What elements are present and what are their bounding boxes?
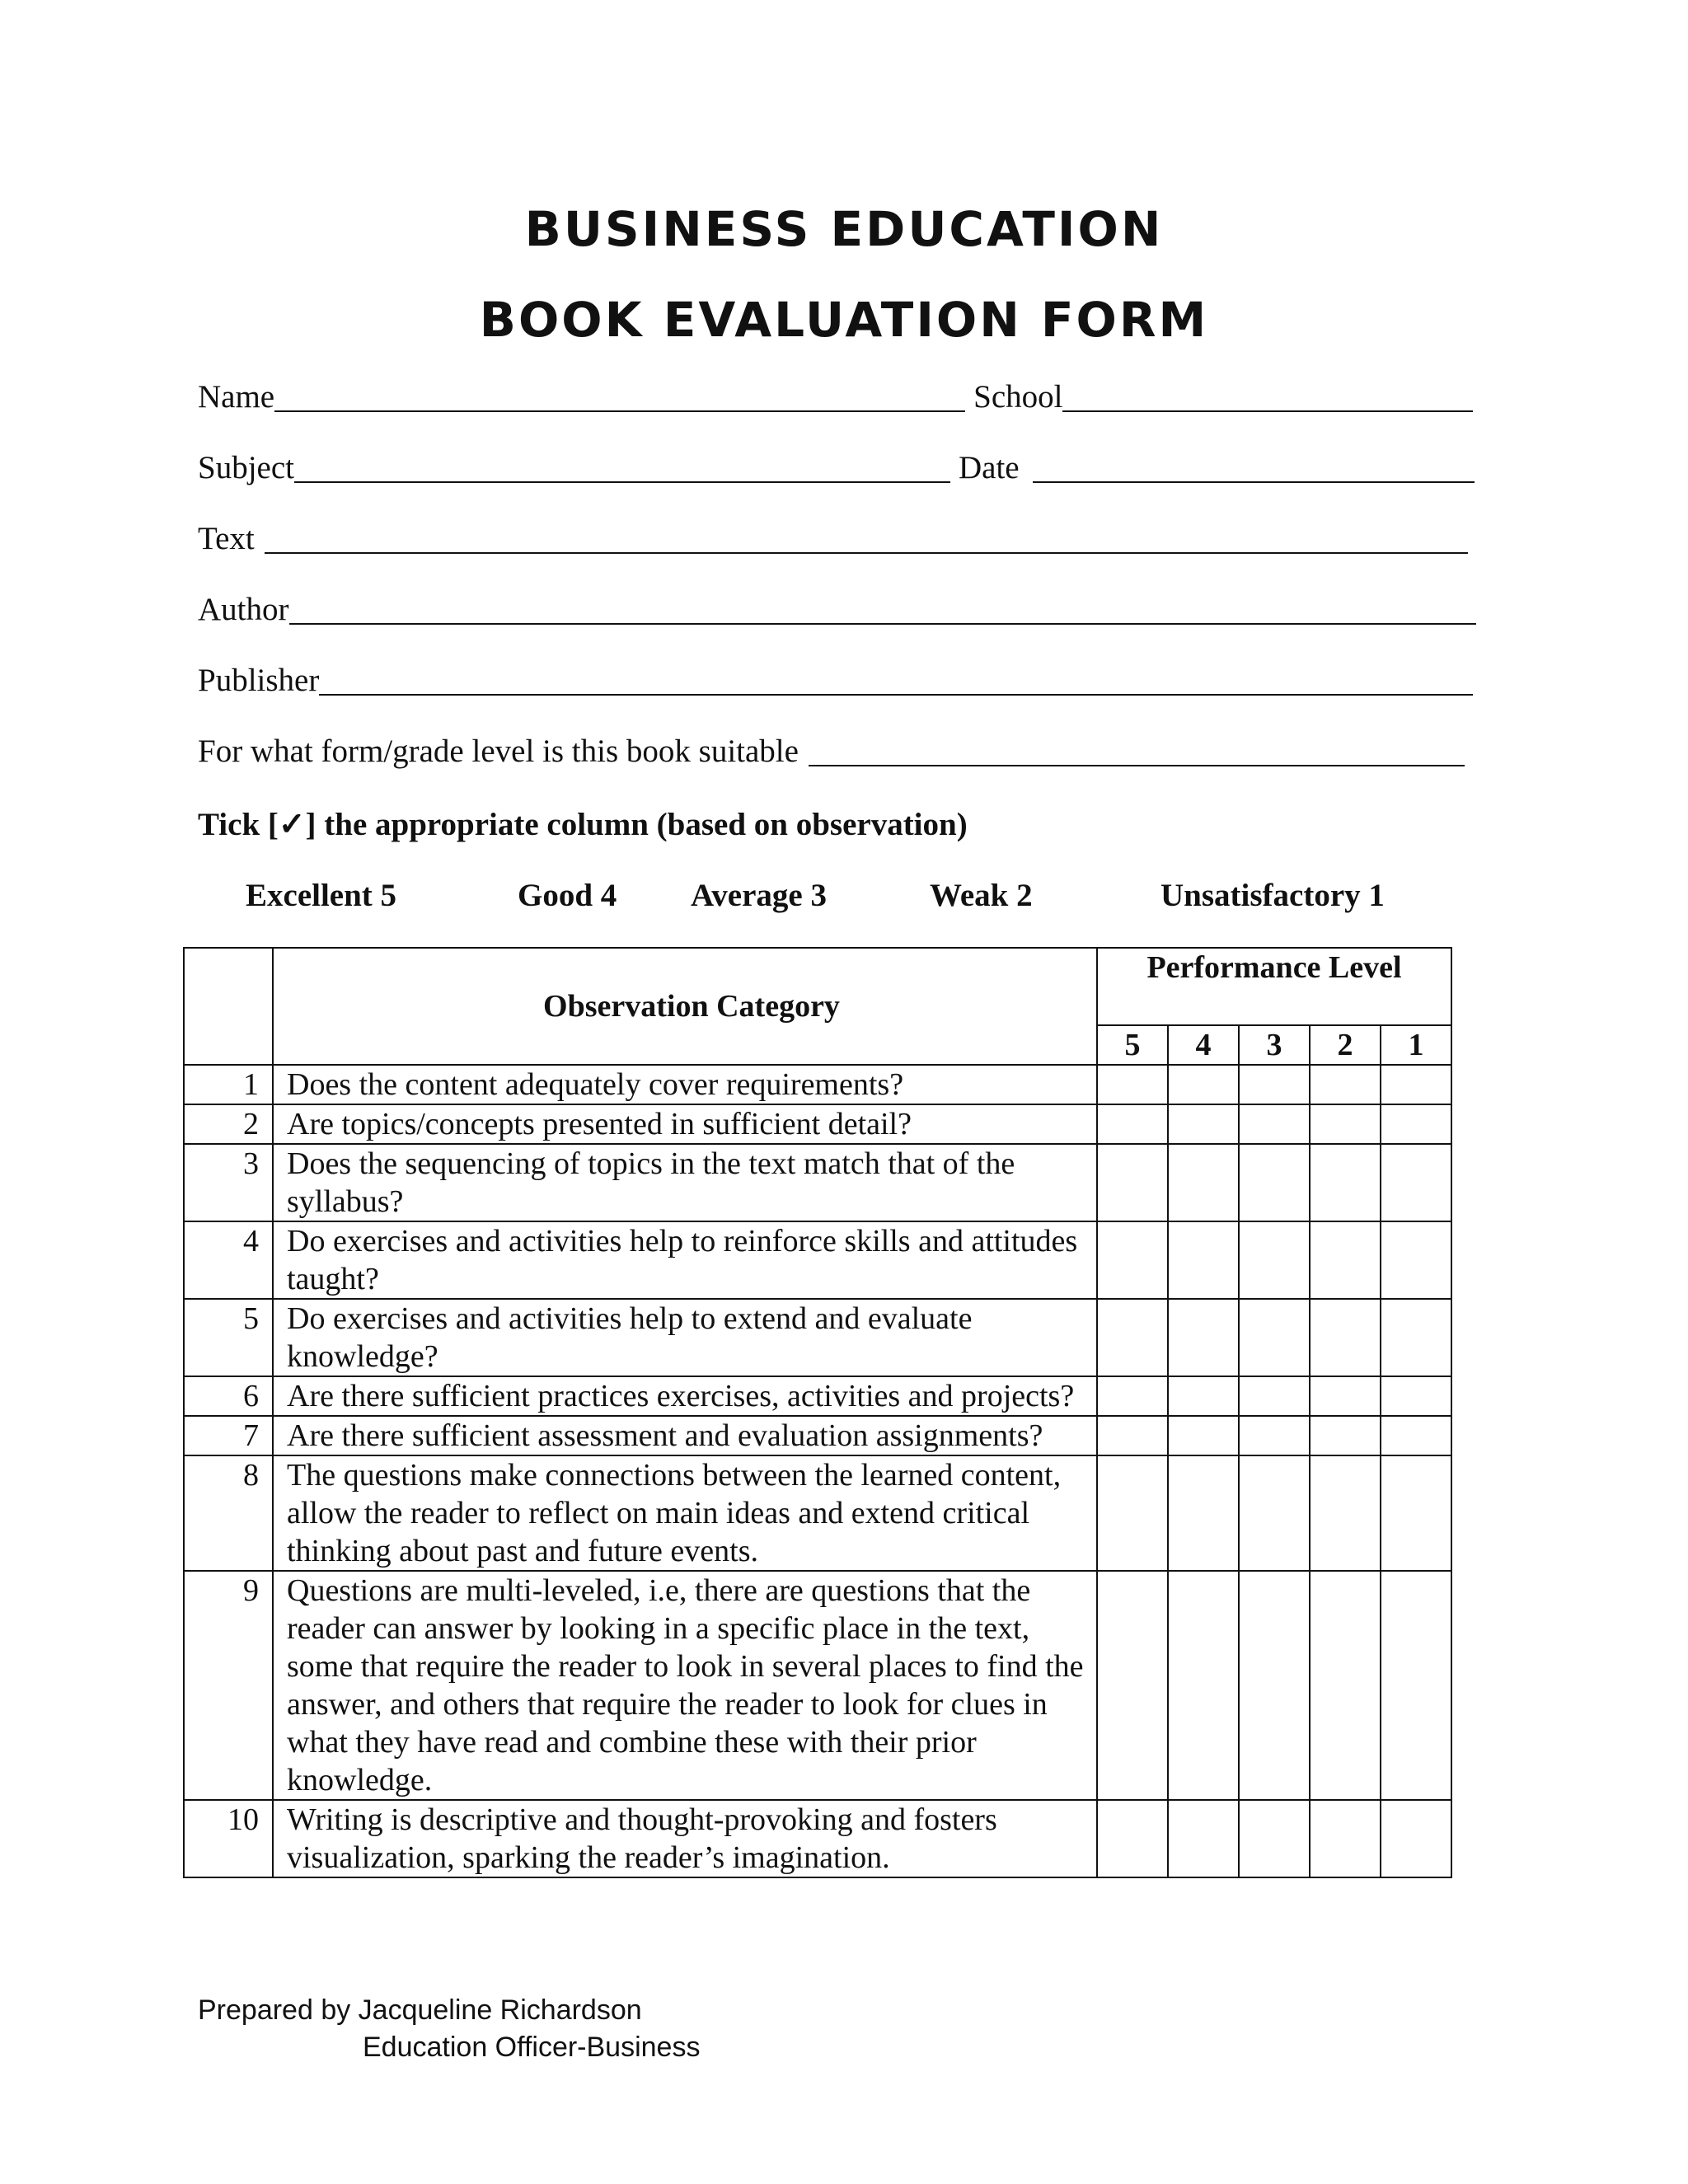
rating-cell-5[interactable] xyxy=(1097,1455,1168,1571)
table-row xyxy=(184,1455,1451,1571)
rating-cell-4[interactable] xyxy=(1168,1416,1239,1455)
grade-level-label: For what form/grade level is this book suitable xyxy=(198,733,799,769)
rating-cell-2[interactable] xyxy=(1310,1221,1381,1299)
rating-cell-1[interactable] xyxy=(1381,1571,1451,1800)
rating-cell-4[interactable] xyxy=(1168,1800,1239,1877)
rating-cell-3[interactable] xyxy=(1239,1416,1310,1455)
rating-cell-4[interactable] xyxy=(1168,1571,1239,1800)
rating-cell-2[interactable] xyxy=(1310,1144,1381,1221)
row-number: 9 xyxy=(184,1571,273,1800)
rating-cell-2[interactable] xyxy=(1310,1416,1381,1455)
rating-cell-1[interactable] xyxy=(1381,1299,1451,1376)
rating-cell-2[interactable] xyxy=(1310,1571,1381,1800)
publisher-field[interactable] xyxy=(319,663,1473,696)
rating-cell-4[interactable] xyxy=(1168,1104,1239,1144)
rating-cell-4[interactable] xyxy=(1168,1065,1239,1104)
rating-cell-5[interactable] xyxy=(1097,1299,1168,1376)
publisher-row xyxy=(198,661,1473,701)
row-question: Questions are multi-leveled, i.e, there are questions that the reader can answer by looking in a specific place in the text, some that require the reader to look in several places to find the answer, and others that require the reader to look for clues in what they have read and combine these with their prior knowledge. xyxy=(273,1571,1097,1800)
rating-cell-4[interactable] xyxy=(1168,1376,1239,1416)
scale-good: Good 4 xyxy=(518,878,617,913)
rating-cell-2[interactable] xyxy=(1310,1455,1381,1571)
rating-cell-1[interactable] xyxy=(1381,1455,1451,1571)
row-number: 2 xyxy=(184,1104,273,1144)
row-question: Are there sufficient practices exercises, activities and projects? xyxy=(273,1376,1097,1416)
rating-cell-3[interactable] xyxy=(1239,1104,1310,1144)
table-row xyxy=(184,1299,1451,1376)
rating-cell-1[interactable] xyxy=(1381,1065,1451,1104)
rating-cell-4[interactable] xyxy=(1168,1221,1239,1299)
table-row xyxy=(184,1144,1451,1221)
row-number: 4 xyxy=(184,1221,273,1299)
table-row xyxy=(184,1416,1451,1455)
rating-cell-1[interactable] xyxy=(1381,1416,1451,1455)
table-row xyxy=(184,1065,1451,1104)
row-number: 10 xyxy=(184,1800,273,1877)
level-header-4: 4 xyxy=(1168,1025,1239,1065)
name-field[interactable] xyxy=(274,379,965,412)
level-header-5: 5 xyxy=(1097,1025,1168,1065)
rating-cell-1[interactable] xyxy=(1381,1104,1451,1144)
category-header: Observation Category xyxy=(273,948,1097,1065)
rating-cell-5[interactable] xyxy=(1097,1221,1168,1299)
row-question: The questions make connections between the learned content, allow the reader to reflect on main ideas and extend critical thinking about past and future events. xyxy=(273,1455,1097,1571)
subject-label: Subject xyxy=(198,450,294,485)
form-title-line1: BUSINESS EDUCATION xyxy=(524,201,1164,257)
row-question: Does the sequencing of topics in the text match that of the syllabus? xyxy=(273,1144,1097,1221)
rating-cell-5[interactable] xyxy=(1097,1416,1168,1455)
rating-cell-3[interactable] xyxy=(1239,1800,1310,1877)
rating-cell-1[interactable] xyxy=(1381,1144,1451,1221)
row-number: 8 xyxy=(184,1455,273,1571)
name-label: Name xyxy=(198,379,275,415)
row-number: 7 xyxy=(184,1416,273,1455)
rating-cell-5[interactable] xyxy=(1097,1571,1168,1800)
row-number: 5 xyxy=(184,1299,273,1376)
school-label: School xyxy=(973,379,1063,415)
subject-date-row xyxy=(198,448,1475,488)
level-header-1: 1 xyxy=(1381,1025,1451,1065)
table-row xyxy=(184,1800,1451,1877)
table-row xyxy=(184,1221,1451,1299)
rating-cell-2[interactable] xyxy=(1310,1376,1381,1416)
date-field[interactable] xyxy=(1033,450,1475,483)
rating-cell-3[interactable] xyxy=(1239,1376,1310,1416)
row-question: Are there sufficient assessment and evaluation assignments? xyxy=(273,1416,1097,1455)
tick-instruction: Tick [✓] the appropriate column (based on observation) xyxy=(198,807,968,842)
rating-cell-3[interactable] xyxy=(1239,1455,1310,1571)
name-school-row xyxy=(198,377,1473,417)
date-label: Date xyxy=(958,450,1020,485)
rating-cell-4[interactable] xyxy=(1168,1144,1239,1221)
row-question: Do exercises and activities help to extend and evaluate knowledge? xyxy=(273,1299,1097,1376)
rating-cell-5[interactable] xyxy=(1097,1800,1168,1877)
rating-cell-5[interactable] xyxy=(1097,1104,1168,1144)
author-label: Author xyxy=(198,592,289,627)
table-row xyxy=(184,1104,1451,1144)
form-title-line2: BOOK EVALUATION FORM xyxy=(479,292,1209,348)
grade-level-row xyxy=(198,732,1465,771)
author-field[interactable] xyxy=(289,592,1476,625)
level-header-2: 2 xyxy=(1310,1025,1381,1065)
preparer-title: Education Officer-Business xyxy=(363,2032,701,2063)
text-row xyxy=(198,519,1468,559)
level-header-3: 3 xyxy=(1239,1025,1310,1065)
scale-weak: Weak 2 xyxy=(930,878,1033,913)
rating-cell-2[interactable] xyxy=(1310,1299,1381,1376)
row-number: 3 xyxy=(184,1144,273,1221)
table-row xyxy=(184,1571,1451,1800)
row-question: Do exercises and activities help to reinforce skills and attitudes taught? xyxy=(273,1221,1097,1299)
rating-cell-3[interactable] xyxy=(1239,1299,1310,1376)
rating-cell-5[interactable] xyxy=(1097,1065,1168,1104)
rating-cell-1[interactable] xyxy=(1381,1800,1451,1877)
author-row xyxy=(198,590,1476,630)
row-question: Are topics/concepts presented in sufficient detail? xyxy=(273,1104,1097,1144)
table-row xyxy=(184,1376,1451,1416)
rating-cell-3[interactable] xyxy=(1239,1571,1310,1800)
rating-cell-3[interactable] xyxy=(1239,1065,1310,1104)
scale-average: Average 3 xyxy=(691,878,827,913)
row-number: 6 xyxy=(184,1376,273,1416)
text-field[interactable] xyxy=(265,521,1468,554)
row-question: Writing is descriptive and thought-provoking and fosters visualization, sparking the reader’s imagination. xyxy=(273,1800,1097,1877)
rating-cell-4[interactable] xyxy=(1168,1299,1239,1376)
text-label: Text xyxy=(198,521,255,556)
rating-cell-2[interactable] xyxy=(1310,1104,1381,1144)
evaluation-table xyxy=(183,947,1452,1878)
prepared-by: Prepared by Jacqueline Richardson xyxy=(198,1994,642,2026)
row-question: Does the content adequately cover requirements? xyxy=(273,1065,1097,1104)
scale-unsatisfactory: Unsatisfactory 1 xyxy=(1160,878,1385,913)
rating-cell-4[interactable] xyxy=(1168,1455,1239,1571)
rating-cell-5[interactable] xyxy=(1097,1144,1168,1221)
number-header xyxy=(184,948,273,1065)
rating-cell-2[interactable] xyxy=(1310,1065,1381,1104)
grade-level-field[interactable] xyxy=(809,733,1465,766)
publisher-label: Publisher xyxy=(198,663,320,698)
performance-level-header: Performance Level xyxy=(1097,948,1451,1025)
subject-field[interactable] xyxy=(294,450,950,483)
row-number: 1 xyxy=(184,1065,273,1104)
rating-cell-1[interactable] xyxy=(1381,1376,1451,1416)
school-field[interactable] xyxy=(1062,379,1473,412)
rating-cell-3[interactable] xyxy=(1239,1144,1310,1221)
scale-excellent: Excellent 5 xyxy=(246,878,397,913)
rating-cell-5[interactable] xyxy=(1097,1376,1168,1416)
rating-cell-2[interactable] xyxy=(1310,1800,1381,1877)
rating-cell-1[interactable] xyxy=(1381,1221,1451,1299)
rating-cell-3[interactable] xyxy=(1239,1221,1310,1299)
